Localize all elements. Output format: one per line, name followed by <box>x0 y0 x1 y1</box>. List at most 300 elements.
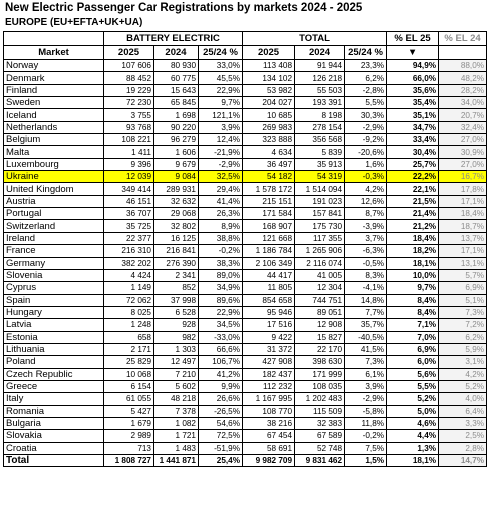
cell-pct-el25: 18,4% <box>387 232 439 244</box>
cell-bev-2025: 1 411 <box>104 146 154 158</box>
cell-total-2025: 53 982 <box>243 84 295 96</box>
cell-bev-change: 34,9% <box>199 282 243 294</box>
cell-pct-el25: 18,1% <box>387 257 439 269</box>
cell-total-change: 12,6% <box>345 195 387 207</box>
cell-market: Lithuania <box>4 343 104 355</box>
cell-total-2025: 10 685 <box>243 109 295 121</box>
cell-total-change: -9,2% <box>345 134 387 146</box>
cell-bev-2025: 382 202 <box>104 257 154 269</box>
cell-bev-2025: 713 <box>104 442 154 454</box>
cell-total-2024: 91 944 <box>295 60 345 72</box>
cell-bev-2025: 1 248 <box>104 319 154 331</box>
cell-bev-2025: 4 424 <box>104 269 154 281</box>
cell-pct-el24: 3,1% <box>439 356 487 368</box>
cell-pct-el24: 14,7% <box>439 455 487 467</box>
cell-total-2025: 215 151 <box>243 195 295 207</box>
cell-bev-2025: 22 377 <box>104 232 154 244</box>
cell-total-2024: 89 051 <box>295 306 345 318</box>
cell-market: Iceland <box>4 109 104 121</box>
sort-arrow-icon: ▼ <box>387 46 439 60</box>
table-body <box>4 60 487 467</box>
cell-market: Cyprus <box>4 282 104 294</box>
cell-total-change: -40,5% <box>345 331 387 343</box>
cell-total-change: 7,5% <box>345 442 387 454</box>
cell-total-change: 30,3% <box>345 109 387 121</box>
cell-total-2025: 1 167 995 <box>243 393 295 405</box>
cell-total-2025: 113 408 <box>243 60 295 72</box>
cell-bev-change: 8,9% <box>199 220 243 232</box>
cell-total-change: 5,5% <box>345 97 387 109</box>
cell-pct-el25: 22,2% <box>387 171 439 183</box>
cell-total-change: 35,7% <box>345 319 387 331</box>
cell-bev-change: 66,6% <box>199 343 243 355</box>
cell-total-2024: 171 999 <box>295 368 345 380</box>
cell-pct-el25: 4,4% <box>387 430 439 442</box>
cell-total-2024: 115 509 <box>295 405 345 417</box>
cell-bev-2024: 289 931 <box>154 183 199 195</box>
cell-total-change: -0,3% <box>345 171 387 183</box>
cell-market: Sweden <box>4 97 104 109</box>
table-row-total <box>4 455 487 467</box>
cell-market: Netherlands <box>4 121 104 133</box>
cell-total-change: -5,8% <box>345 405 387 417</box>
table-row <box>4 282 487 294</box>
table-row <box>4 84 487 96</box>
cell-total-change: 1,6% <box>345 158 387 170</box>
cell-bev-change: 106,7% <box>199 356 243 368</box>
cell-bev-2024: 982 <box>154 331 199 343</box>
cell-market: Czech Republic <box>4 368 104 380</box>
table-row <box>4 109 487 121</box>
cell-market: France <box>4 245 104 257</box>
cell-total-change: -4,1% <box>345 282 387 294</box>
cell-bev-2025: 6 154 <box>104 380 154 392</box>
cell-market: Italy <box>4 393 104 405</box>
cell-market: Romania <box>4 405 104 417</box>
table-row <box>4 60 487 72</box>
cell-pct-el25: 5,5% <box>387 380 439 392</box>
cell-pct-el25: 8,4% <box>387 306 439 318</box>
cell-pct-el24: 5,2% <box>439 380 487 392</box>
cell-total-2025: 54 182 <box>243 171 295 183</box>
table-row <box>4 97 487 109</box>
cell-bev-change: -26,5% <box>199 405 243 417</box>
cell-bev-2024: 1 721 <box>154 430 199 442</box>
cell-total-2025: 204 027 <box>243 97 295 109</box>
cell-bev-2024: 90 220 <box>154 121 199 133</box>
table-row <box>4 171 487 183</box>
cell-bev-2024: 9 679 <box>154 158 199 170</box>
cell-total-change: 6,1% <box>345 368 387 380</box>
cell-total-2025: 2 106 349 <box>243 257 295 269</box>
cell-bev-change: 34,5% <box>199 319 243 331</box>
cell-pct-el25: 5,0% <box>387 405 439 417</box>
cell-pct-el24: 7,3% <box>439 306 487 318</box>
cell-bev-change: 41,4% <box>199 195 243 207</box>
cell-total-2025: 95 946 <box>243 306 295 318</box>
cell-bev-change: 22,9% <box>199 84 243 96</box>
cell-pct-el25: 21,2% <box>387 220 439 232</box>
cell-bev-2024: 7 378 <box>154 405 199 417</box>
header-spacer <box>4 32 104 46</box>
header-market: Market <box>4 46 104 60</box>
cell-market: Croatia <box>4 442 104 454</box>
report-subtitle: EUROPE (EU+EFTA+UK+UA) <box>5 17 143 28</box>
cell-pct-el25: 4,6% <box>387 417 439 429</box>
cell-bev-2024: 1 606 <box>154 146 199 158</box>
cell-bev-change: 38,8% <box>199 232 243 244</box>
cell-pct-el25: 7,0% <box>387 331 439 343</box>
cell-pct-el24: 13,1% <box>439 257 487 269</box>
cell-bev-2025: 8 025 <box>104 306 154 318</box>
cell-market: Malta <box>4 146 104 158</box>
cell-total-2025: 427 908 <box>243 356 295 368</box>
cell-total-change: 8,3% <box>345 269 387 281</box>
cell-pct-el25: 6,0% <box>387 356 439 368</box>
cell-total-change: 3,7% <box>345 232 387 244</box>
cell-total-2025: 854 658 <box>243 294 295 306</box>
registrations-table <box>3 31 487 467</box>
table-row <box>4 306 487 318</box>
cell-bev-2025: 72 230 <box>104 97 154 109</box>
cell-bev-2025: 2 171 <box>104 343 154 355</box>
cell-pct-el24: 17,8% <box>439 183 487 195</box>
cell-bev-change: 9,9% <box>199 380 243 392</box>
cell-pct-el25: 7,1% <box>387 319 439 331</box>
cell-bev-change: 12,4% <box>199 134 243 146</box>
cell-total-2024: 108 035 <box>295 380 345 392</box>
cell-total-2024: 22 170 <box>295 343 345 355</box>
cell-bev-2024: 928 <box>154 319 199 331</box>
cell-total-change: 1,5% <box>345 455 387 467</box>
cell-total-change: -3,9% <box>345 220 387 232</box>
table-row <box>4 294 487 306</box>
cell-total-2024: 157 841 <box>295 208 345 220</box>
table-row <box>4 146 487 158</box>
cell-pct-el24: 13,7% <box>439 232 487 244</box>
cell-total-2024: 32 383 <box>295 417 345 429</box>
cell-market: Bulgaria <box>4 417 104 429</box>
header-bev-2025: 2025 <box>104 46 154 60</box>
cell-total-2024: 398 630 <box>295 356 345 368</box>
cell-total-2025: 11 805 <box>243 282 295 294</box>
cell-total-2024: 15 827 <box>295 331 345 343</box>
cell-pct-el24: 16,7% <box>439 171 487 183</box>
table-header <box>4 32 487 60</box>
cell-bev-2024: 32 632 <box>154 195 199 207</box>
cell-total-change: 8,7% <box>345 208 387 220</box>
cell-bev-change: 45,5% <box>199 72 243 84</box>
header-battery-electric: BATTERY ELECTRIC <box>104 32 243 46</box>
cell-total-2025: 108 770 <box>243 405 295 417</box>
table-row <box>4 393 487 405</box>
cell-total-2025: 38 216 <box>243 417 295 429</box>
cell-bev-change: 26,6% <box>199 393 243 405</box>
header-blank <box>439 46 487 60</box>
table-row <box>4 343 487 355</box>
cell-pct-el25: 5,2% <box>387 393 439 405</box>
cell-total-2024: 2 116 074 <box>295 257 345 269</box>
cell-bev-2025: 658 <box>104 331 154 343</box>
table-row <box>4 269 487 281</box>
cell-total-2025: 171 584 <box>243 208 295 220</box>
cell-pct-el24: 27,0% <box>439 158 487 170</box>
cell-pct-el25: 35,4% <box>387 97 439 109</box>
cell-total-change: 6,2% <box>345 72 387 84</box>
cell-pct-el24: 88,0% <box>439 60 487 72</box>
cell-market: Luxembourg <box>4 158 104 170</box>
table-row <box>4 220 487 232</box>
cell-pct-el25: 34,7% <box>387 121 439 133</box>
cell-bev-change: 121,1% <box>199 109 243 121</box>
cell-total-2025: 36 497 <box>243 158 295 170</box>
cell-total-2025: 134 102 <box>243 72 295 84</box>
cell-bev-2025: 88 452 <box>104 72 154 84</box>
cell-pct-el24: 5,7% <box>439 269 487 281</box>
cell-bev-2025: 36 707 <box>104 208 154 220</box>
cell-market: Slovenia <box>4 269 104 281</box>
cell-pct-el24: 4,2% <box>439 368 487 380</box>
cell-bev-2024: 5 602 <box>154 380 199 392</box>
cell-total-2024: 126 218 <box>295 72 345 84</box>
cell-total-change: 14,8% <box>345 294 387 306</box>
cell-pct-el24: 3,3% <box>439 417 487 429</box>
cell-total-2025: 17 516 <box>243 319 295 331</box>
cell-pct-el25: 10,0% <box>387 269 439 281</box>
cell-total-2024: 191 023 <box>295 195 345 207</box>
cell-bev-2024: 1 483 <box>154 442 199 454</box>
cell-bev-2025: 1 149 <box>104 282 154 294</box>
cell-market: Switzerland <box>4 220 104 232</box>
cell-pct-el25: 30,4% <box>387 146 439 158</box>
cell-bev-change: 33,0% <box>199 60 243 72</box>
header-bev-2024: 2024 <box>154 46 199 60</box>
cell-bev-change: 54,6% <box>199 417 243 429</box>
cell-pct-el25: 21,5% <box>387 195 439 207</box>
cell-bev-change: 3,9% <box>199 121 243 133</box>
cell-pct-el24: 32,4% <box>439 121 487 133</box>
cell-market: Belgium <box>4 134 104 146</box>
cell-pct-el24: 6,9% <box>439 282 487 294</box>
cell-pct-el25: 22,1% <box>387 183 439 195</box>
cell-pct-el24: 2,8% <box>439 442 487 454</box>
cell-total-change: 23,3% <box>345 60 387 72</box>
cell-pct-el25: 25,7% <box>387 158 439 170</box>
cell-pct-el25: 9,7% <box>387 282 439 294</box>
cell-pct-el24: 7,2% <box>439 319 487 331</box>
cell-bev-2024: 216 841 <box>154 245 199 257</box>
cell-bev-2025: 2 989 <box>104 430 154 442</box>
cell-pct-el24: 6,2% <box>439 331 487 343</box>
cell-bev-2024: 80 930 <box>154 60 199 72</box>
cell-pct-el24: 20,7% <box>439 109 487 121</box>
cell-pct-el25: 33,4% <box>387 134 439 146</box>
cell-total-change: 4,2% <box>345 183 387 195</box>
cell-total-2024: 1 514 094 <box>295 183 345 195</box>
table-row <box>4 257 487 269</box>
cell-market: Spain <box>4 294 104 306</box>
cell-bev-change: 26,3% <box>199 208 243 220</box>
table-row <box>4 356 487 368</box>
cell-bev-2025: 1 808 727 <box>104 455 154 467</box>
cell-market: United Kingdom <box>4 183 104 195</box>
cell-bev-2025: 72 062 <box>104 294 154 306</box>
cell-pct-el24: 5,9% <box>439 343 487 355</box>
cell-total-2025: 1 578 172 <box>243 183 295 195</box>
table-row <box>4 405 487 417</box>
cell-market: Latvia <box>4 319 104 331</box>
cell-total-2024: 12 304 <box>295 282 345 294</box>
cell-bev-2025: 107 606 <box>104 60 154 72</box>
header-total-change: 25/24 % <box>345 46 387 60</box>
cell-bev-2024: 48 218 <box>154 393 199 405</box>
cell-pct-el24: 5,1% <box>439 294 487 306</box>
cell-total-change: 11,8% <box>345 417 387 429</box>
cell-pct-el24: 18,4% <box>439 208 487 220</box>
cell-bev-change: -21,9% <box>199 146 243 158</box>
table-row <box>4 417 487 429</box>
table-row <box>4 183 487 195</box>
cell-bev-change: 22,9% <box>199 306 243 318</box>
cell-total-2024: 41 005 <box>295 269 345 281</box>
cell-pct-el24: 2,5% <box>439 430 487 442</box>
cell-total-2025: 182 437 <box>243 368 295 380</box>
cell-total-change: 3,9% <box>345 380 387 392</box>
cell-bev-2024: 1 441 871 <box>154 455 199 467</box>
header-pct-el24: % EL 24 <box>439 32 487 46</box>
table-row <box>4 121 487 133</box>
cell-bev-2024: 852 <box>154 282 199 294</box>
cell-market: Portugal <box>4 208 104 220</box>
table-row <box>4 319 487 331</box>
cell-bev-2025: 108 221 <box>104 134 154 146</box>
cell-market: Estonia <box>4 331 104 343</box>
header-pct-el25: % EL 25 <box>387 32 439 46</box>
table-row <box>4 134 487 146</box>
cell-total-2024: 12 908 <box>295 319 345 331</box>
cell-total-2024: 8 198 <box>295 109 345 121</box>
cell-total-change: -0,2% <box>345 430 387 442</box>
cell-bev-2025: 349 414 <box>104 183 154 195</box>
cell-pct-el24: 17,1% <box>439 195 487 207</box>
header-total-2025: 2025 <box>243 46 295 60</box>
cell-pct-el24: 4,0% <box>439 393 487 405</box>
cell-total-change: 7,3% <box>345 356 387 368</box>
cell-bev-change: 38,3% <box>199 257 243 269</box>
cell-total-2024: 356 568 <box>295 134 345 146</box>
cell-total-2025: 121 668 <box>243 232 295 244</box>
cell-total-2025: 67 454 <box>243 430 295 442</box>
header-total: TOTAL <box>243 32 387 46</box>
cell-pct-el24: 17,1% <box>439 245 487 257</box>
cell-total-change: -2,9% <box>345 121 387 133</box>
table-row <box>4 232 487 244</box>
report-title: New Electric Passenger Car Registrations by markets 2024 - 2025 <box>5 2 363 14</box>
table-row <box>4 368 487 380</box>
cell-pct-el24: 48,2% <box>439 72 487 84</box>
cell-bev-change: 29,4% <box>199 183 243 195</box>
cell-pct-el25: 18,2% <box>387 245 439 257</box>
cell-bev-change: 89,6% <box>199 294 243 306</box>
cell-total-2025: 112 232 <box>243 380 295 392</box>
cell-bev-2024: 37 998 <box>154 294 199 306</box>
cell-pct-el24: 27,0% <box>439 134 487 146</box>
cell-market: Greece <box>4 380 104 392</box>
cell-pct-el24: 30,9% <box>439 146 487 158</box>
cell-pct-el25: 35,6% <box>387 84 439 96</box>
cell-total-2025: 323 888 <box>243 134 295 146</box>
cell-bev-2024: 12 497 <box>154 356 199 368</box>
cell-total-2024: 9 831 462 <box>295 455 345 467</box>
cell-bev-2025: 10 068 <box>104 368 154 380</box>
cell-total-change: -2,8% <box>345 84 387 96</box>
cell-market: Finland <box>4 84 104 96</box>
table-row <box>4 158 487 170</box>
cell-total-2025: 1 186 784 <box>243 245 295 257</box>
cell-pct-el25: 1,3% <box>387 442 439 454</box>
cell-bev-2025: 35 725 <box>104 220 154 232</box>
cell-bev-2025: 46 151 <box>104 195 154 207</box>
cell-total-2024: 175 730 <box>295 220 345 232</box>
cell-total-2025: 4 634 <box>243 146 295 158</box>
cell-market: Hungary <box>4 306 104 318</box>
header-total-2024: 2024 <box>295 46 345 60</box>
cell-pct-el24: 34,0% <box>439 97 487 109</box>
cell-bev-change: -0,2% <box>199 245 243 257</box>
cell-total-2024: 35 913 <box>295 158 345 170</box>
cell-bev-change: 9,7% <box>199 97 243 109</box>
cell-bev-2024: 2 341 <box>154 269 199 281</box>
cell-bev-2025: 12 039 <box>104 171 154 183</box>
cell-bev-2025: 9 396 <box>104 158 154 170</box>
table-row <box>4 208 487 220</box>
cell-market: Austria <box>4 195 104 207</box>
table-row <box>4 195 487 207</box>
cell-bev-2024: 15 643 <box>154 84 199 96</box>
table-row <box>4 380 487 392</box>
cell-bev-2024: 32 802 <box>154 220 199 232</box>
cell-bev-2024: 29 068 <box>154 208 199 220</box>
cell-total-2024: 117 355 <box>295 232 345 244</box>
cell-bev-change: -51,9% <box>199 442 243 454</box>
cell-bev-change: 32,5% <box>199 171 243 183</box>
cell-bev-2025: 1 679 <box>104 417 154 429</box>
cell-bev-2024: 65 845 <box>154 97 199 109</box>
cell-market: Poland <box>4 356 104 368</box>
cell-total-change: -20,6% <box>345 146 387 158</box>
cell-total-change: -0,5% <box>345 257 387 269</box>
cell-total-2025: 269 983 <box>243 121 295 133</box>
header-bev-change: 25/24 % <box>199 46 243 60</box>
cell-total-2025: 44 417 <box>243 269 295 281</box>
cell-total-2024: 54 319 <box>295 171 345 183</box>
cell-bev-change: 25,4% <box>199 455 243 467</box>
cell-market: Denmark <box>4 72 104 84</box>
cell-total-2025: 58 691 <box>243 442 295 454</box>
cell-total-2025: 9 982 709 <box>243 455 295 467</box>
cell-bev-2024: 1 698 <box>154 109 199 121</box>
cell-pct-el24: 6,4% <box>439 405 487 417</box>
cell-total-2024: 5 839 <box>295 146 345 158</box>
cell-bev-2024: 96 279 <box>154 134 199 146</box>
cell-bev-change: 72,5% <box>199 430 243 442</box>
cell-bev-2025: 25 829 <box>104 356 154 368</box>
cell-bev-change: 89,0% <box>199 269 243 281</box>
cell-total-change: -6,3% <box>345 245 387 257</box>
cell-pct-el25: 94,9% <box>387 60 439 72</box>
cell-total-2025: 168 907 <box>243 220 295 232</box>
cell-market: Norway <box>4 60 104 72</box>
